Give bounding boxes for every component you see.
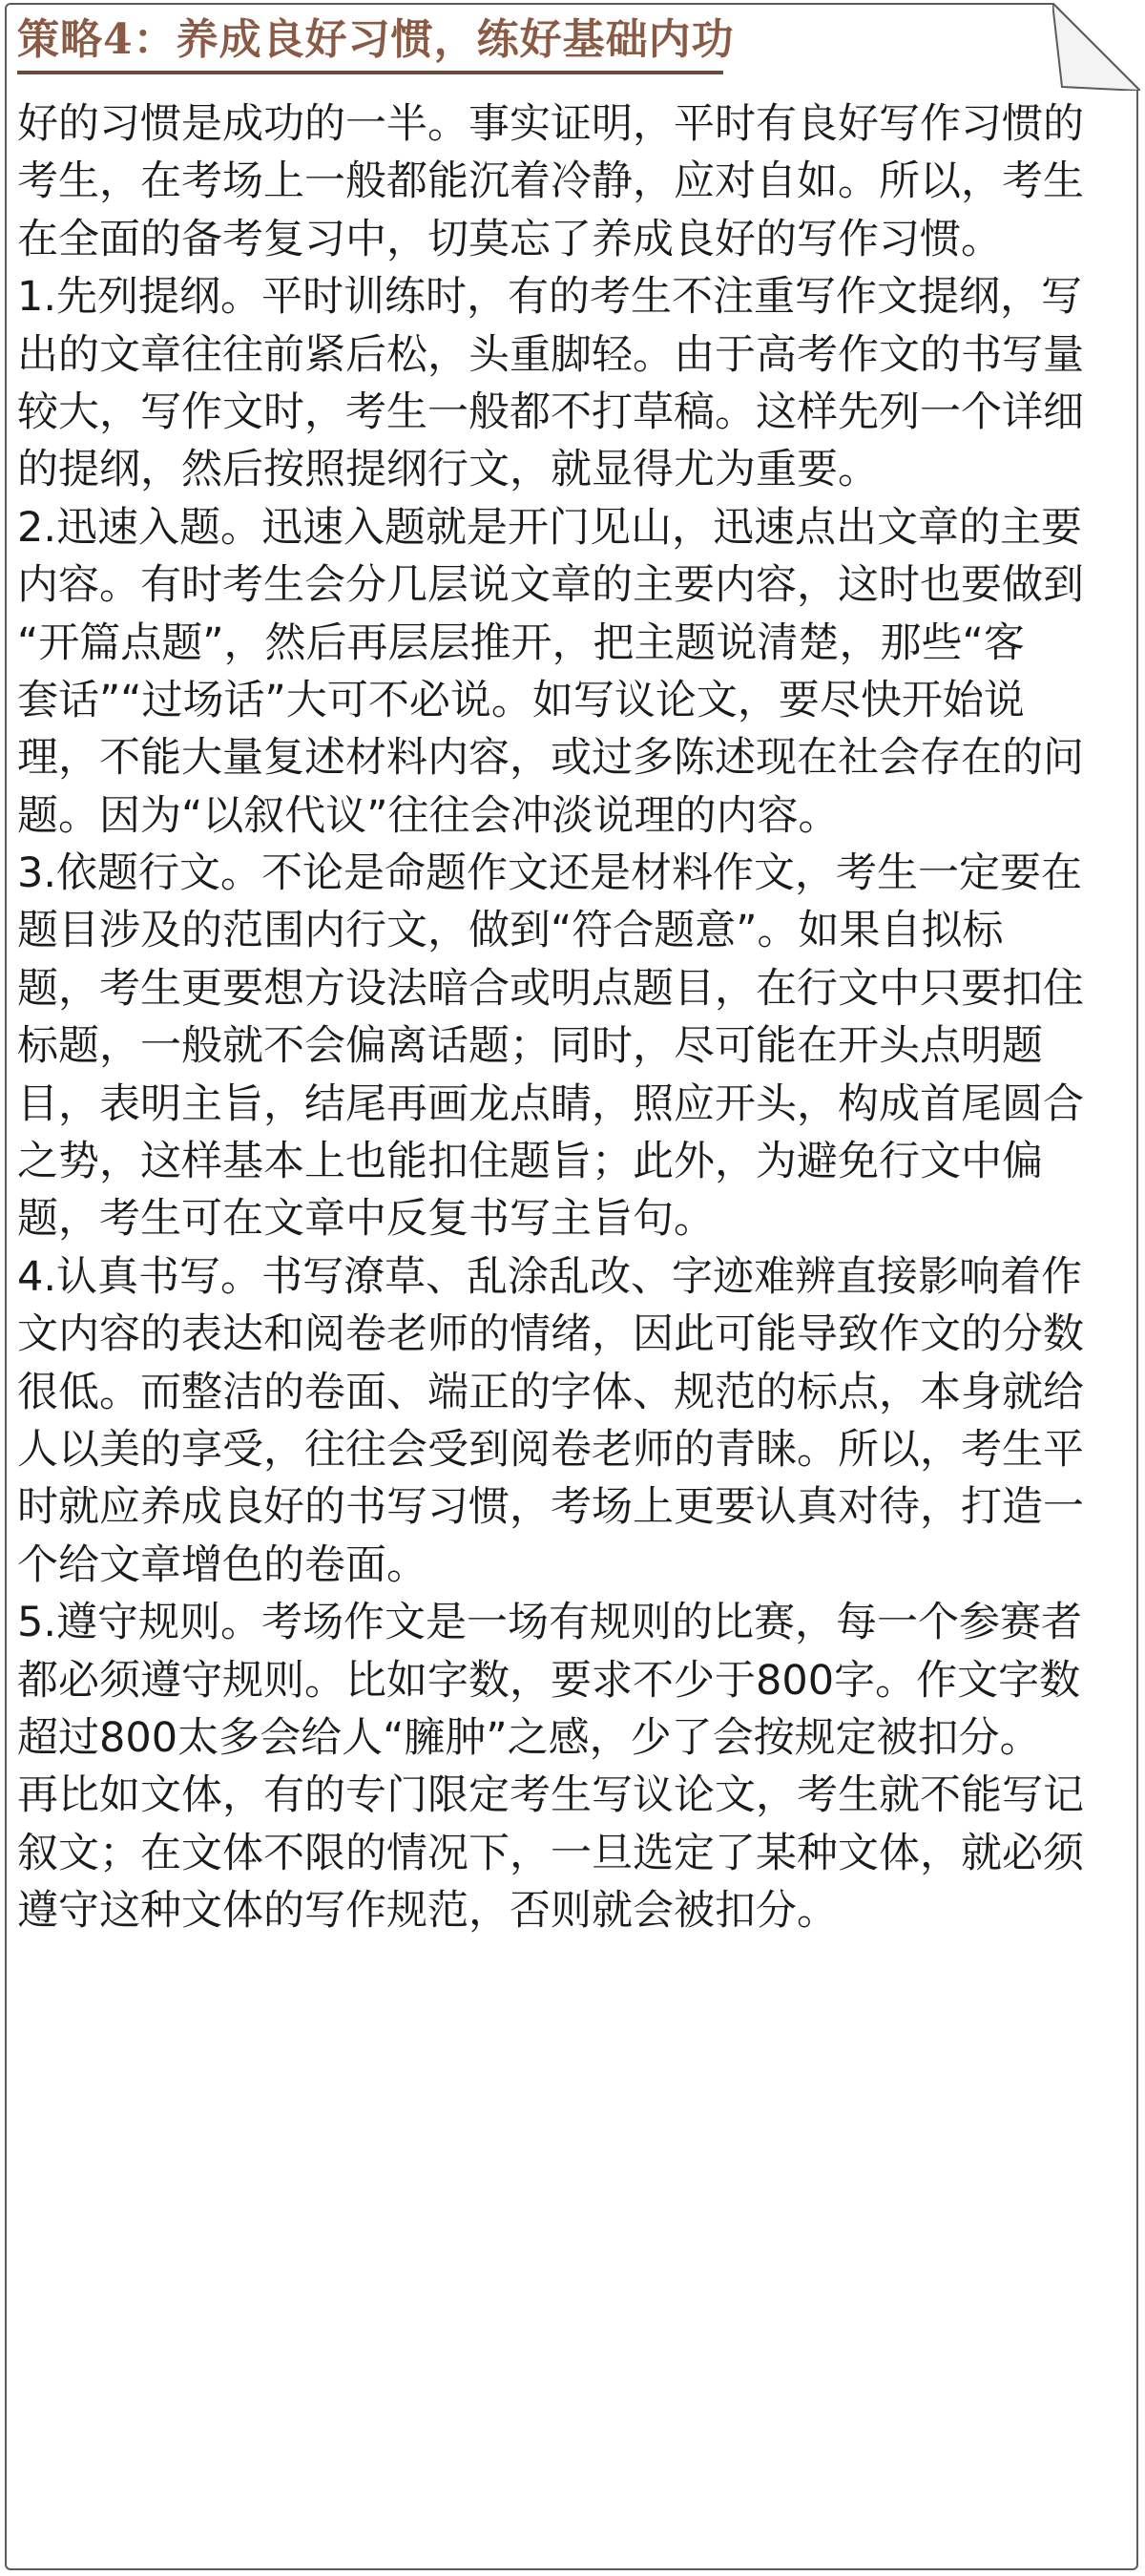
text-line: 再比如文体，有的专门限定考生写议论文，考生就不能写记 — [17, 1771, 1084, 1820]
text-line: 在全面的备考复习中，切莫忘了养成良好的写作习惯。 — [17, 215, 1002, 263]
text-line: 出的文章往往前紧后松，头重脚轻。由于高考作文的书写量 — [17, 330, 1084, 379]
text-line: 时就应养成良好的书写习惯，考场上更要认真对待，打造一 — [17, 1483, 1084, 1532]
paragraph — [17, 95, 1134, 268]
text-line: 好的习惯是成功的一半。事实证明，平时有良好写作习惯的 — [17, 100, 1084, 148]
text-line: 2.迅速入题。迅速入题就是开门见山，迅速点出文章的主要 — [17, 503, 1083, 552]
title-underline — [17, 71, 723, 74]
article-body — [17, 95, 1134, 1940]
text-line: 目，表明主旨，结尾再画龙点睛，照应开头，构成首尾圆合 — [17, 1079, 1084, 1128]
paragraph — [17, 499, 1134, 845]
text-line: 理，不能大量复述材料内容，或过多陈述现在社会存在的问 — [17, 734, 1084, 783]
text-line: 3.依题行文。不论是命题作文还是材料作文，考生一定要在 — [17, 849, 1083, 898]
text-line: 文内容的表达和阅卷老师的情绪，因此可能导致作文的分数 — [17, 1310, 1084, 1359]
page-title: 策略4：养成良好习惯，练好基础内功 — [17, 15, 735, 64]
text-line: 较大，写作文时，考生一般都不打草稿。这样先列一个详细 — [17, 387, 1084, 436]
paragraph — [17, 1594, 1134, 1939]
text-line: 很低。而整洁的卷面、端正的字体、规范的标点，本身就给 — [17, 1368, 1084, 1416]
section-header — [17, 11, 735, 73]
text-line: 套话”“过场话”大可不必说。如写议论文，要尽快开始说 — [17, 676, 1025, 724]
text-line: 超过800太多会给人“臃肿”之感，少了会按规定被扣分。 — [17, 1713, 1041, 1762]
text-line: 题目涉及的范围内行文，做到“符合题意”。如果自拟标 — [17, 907, 1004, 955]
text-line: 题，考生更要想方设法暗合或明点题目，在行文中只要扣住 — [17, 964, 1084, 1013]
text-line: “开篇点题”，然后再层层推开，把主题说清楚，那些“客 — [17, 618, 1025, 667]
text-line: 内容。有时考生会分几层说文章的主要内容，这时也要做到 — [17, 561, 1084, 610]
text-line: 叙文；在文体不限的情况下，一旦选定了某种文体，就必须 — [17, 1829, 1084, 1877]
text-line: 都必须遵守规则。比如字数，要求不少于800字。作文字数 — [17, 1656, 1081, 1705]
text-line: 题，考生可在文章中反复书写主旨句。 — [17, 1195, 715, 1244]
text-line: 遵守这种文体的写作规范，否则就会被扣分。 — [17, 1887, 838, 1936]
text-line: 人以美的享受，往往会受到阅卷老师的青睐。所以，考生平 — [17, 1425, 1084, 1474]
text-line: 1.先列提纲。平时训练时，有的考生不注重写作文提纲，写 — [17, 273, 1083, 322]
text-line: 标题，一般就不会偏离话题；同时，尽可能在开头点明题 — [17, 1022, 1043, 1071]
paragraph — [17, 1248, 1134, 1594]
text-line: 5.遵守规则。考场作文是一场有规则的比赛，每一个参赛者 — [17, 1599, 1083, 1647]
paragraph — [17, 268, 1134, 499]
text-line: 个给文章增色的卷面。 — [17, 1540, 427, 1589]
text-line: 之势，这样基本上也能扣住题旨；此外，为避免行文中偏 — [17, 1138, 1043, 1186]
text-line: 题。因为“以叙代议”往往会冲淡说理的内容。 — [17, 791, 840, 840]
text-line: 的提纲，然后按照提纲行文，就显得尤为重要。 — [17, 446, 879, 494]
paragraph — [17, 845, 1134, 1248]
folded-corner — [1052, 3, 1140, 91]
text-line: 考生，在考场上一般都能沉着冷静，应对自如。所以，考生 — [17, 157, 1084, 206]
text-line: 4.认真书写。书写潦草、乱涂乱改、字迹难辨直接影响着作 — [17, 1252, 1083, 1301]
